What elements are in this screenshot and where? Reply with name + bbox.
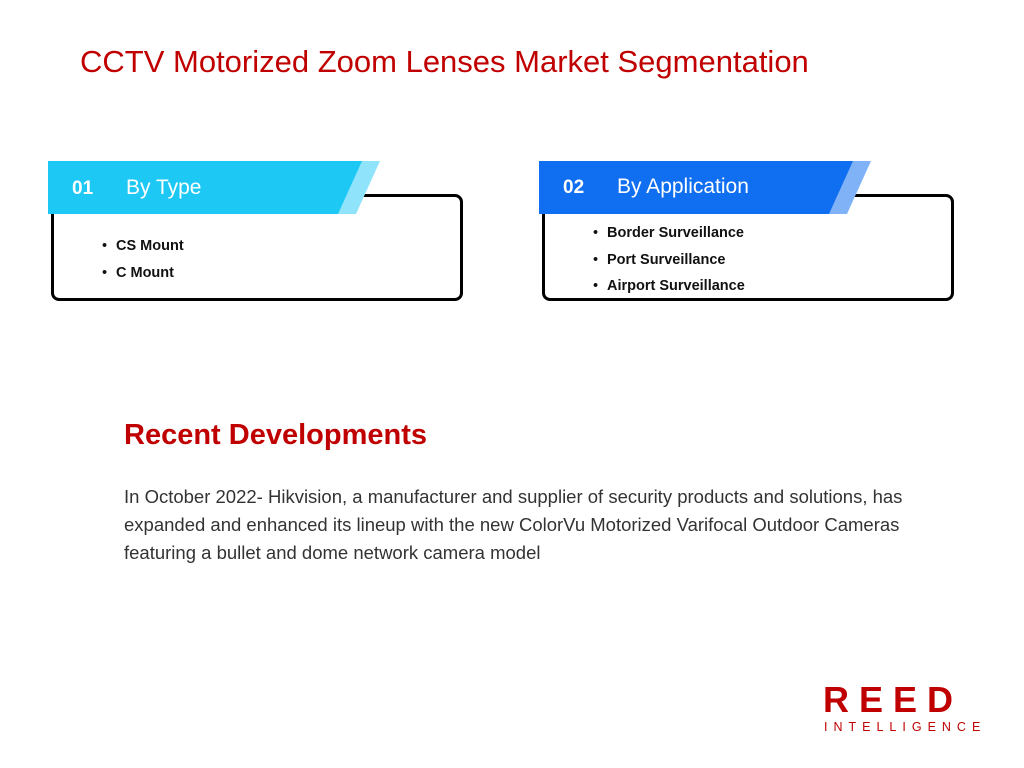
reed-intelligence-logo [818, 679, 987, 734]
recent-developments-heading: Recent Developments [124, 419, 427, 451]
segment-number: 01 [72, 178, 94, 199]
list-item: • CS Mount [102, 238, 184, 254]
list-item: • Border Surveillance [593, 225, 744, 241]
segment-list-by-type [102, 233, 184, 286]
banner-main-shape [48, 161, 362, 214]
logo-wordmark: REED [822, 679, 964, 720]
list-item: • Airport Surveillance [593, 278, 745, 294]
logo-subtitle: INTELLIGENCE [824, 720, 987, 734]
segment-banner-by-type [48, 161, 380, 214]
page-title: CCTV Motorized Zoom Lenses Market Segmentation [80, 44, 809, 79]
segment-label: By Type [126, 176, 202, 199]
segment-list-by-application [593, 220, 745, 300]
recent-developments-text: In October 2022- Hikvision, a manufacturer and supplier of security products and solutions, has expanded and enhanced its lineup with the new ColorVu Motorized Varifocal Outdoor Cameras featuring a bullet and dome network camera model [124, 486, 903, 563]
list-item: • Port Surveillance [593, 251, 726, 268]
segment-label: By Application [617, 175, 749, 198]
segment-banner-by-application [539, 161, 871, 214]
list-item: • C Mount [102, 264, 174, 281]
segment-number: 02 [563, 177, 585, 198]
